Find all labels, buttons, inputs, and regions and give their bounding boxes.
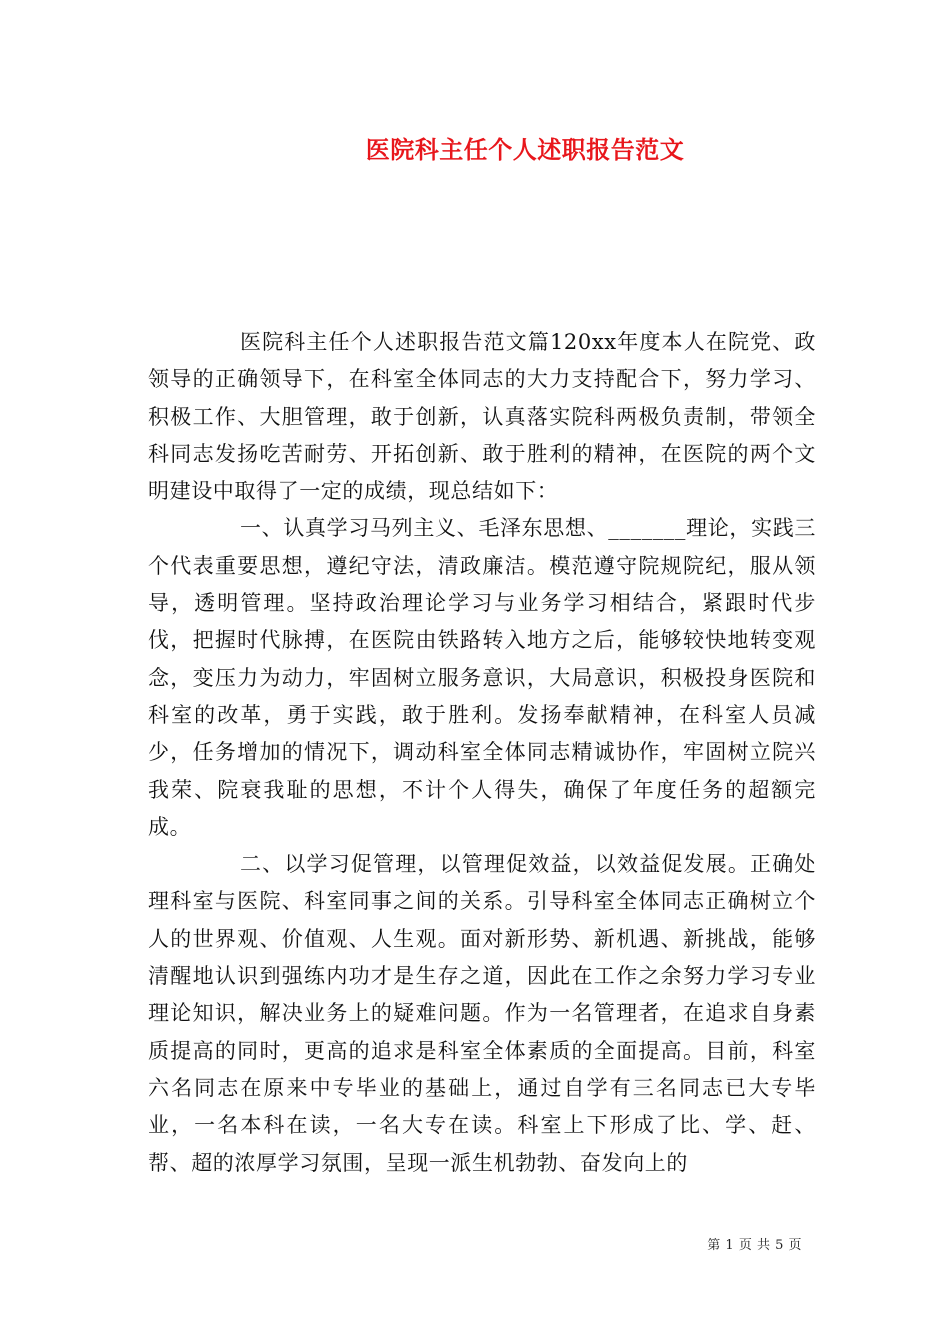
paragraph-section-two: 二、以学习促管理，以管理促效益，以效益促发展。正确处理科室与医院、科室同事之间的关系。引导科室全体同志正确树立个人的世界观、价值观、人生观。面对新形势、新机遇、新挑战，能够清醒地认识到强练内功才是生存之道，因此在工作之余努力学习专业理论知识，解决业务上的疑难问题。作为一名管理者，在追求自身素质提高的同时，更高的追求是科室全体素质的全面提高。目前，科室六名同志在原来中专毕业的基础上，通过自学有三名同志已大专毕业，一名本科在读，一名大专在读。科室上下形成了比、学、赶、帮、超的浓厚学习氛围，呈现一派生机勃勃、奋发向上的 — [148, 852, 816, 1175]
document-body — [148, 324, 816, 1182]
page-indicator: 第 1 页 共 5 页 — [707, 1238, 802, 1253]
paragraph-section-one: 一、认真学习马列主义、毛泽东思想、_______理论，实践三个代表重要思想，遵纪守法，清政廉洁。模范遵守院规院纪，服从领导，透明管理。坚持政治理论学习与业务学习相结合，紧跟时代步伐，把握时代脉搏，在医院由铁路转入地方之后，能够较快地转变观念，变压力为动力，牢固树立服务意识，大局意识，积极投身医院和科室的改革，勇于实践，敢于胜利。发扬奉献精神，在科室人员减少，任务增加的情况下，调动科室全体同志精诚协作，牢固树立院兴我荣、院衰我耻的思想，不计个人得失，确保了年度任务的超额完成。 — [148, 516, 816, 839]
paragraph-intro: 医院科主任个人述职报告范文篇120xx年度本人在院党、政领导的正确领导下，在科室全体同志的大力支持配合下，努力学习、积极工作、大胆管理，敢于创新，认真落实院科两极负责制，带领全科同志发扬吃苦耐劳、开拓创新、敢于胜利的精神，在医院的两个文明建设中取得了一定的成绩，现总结如下： — [148, 330, 816, 504]
document-title: 医院科主任个人述职报告范文 — [365, 135, 685, 164]
